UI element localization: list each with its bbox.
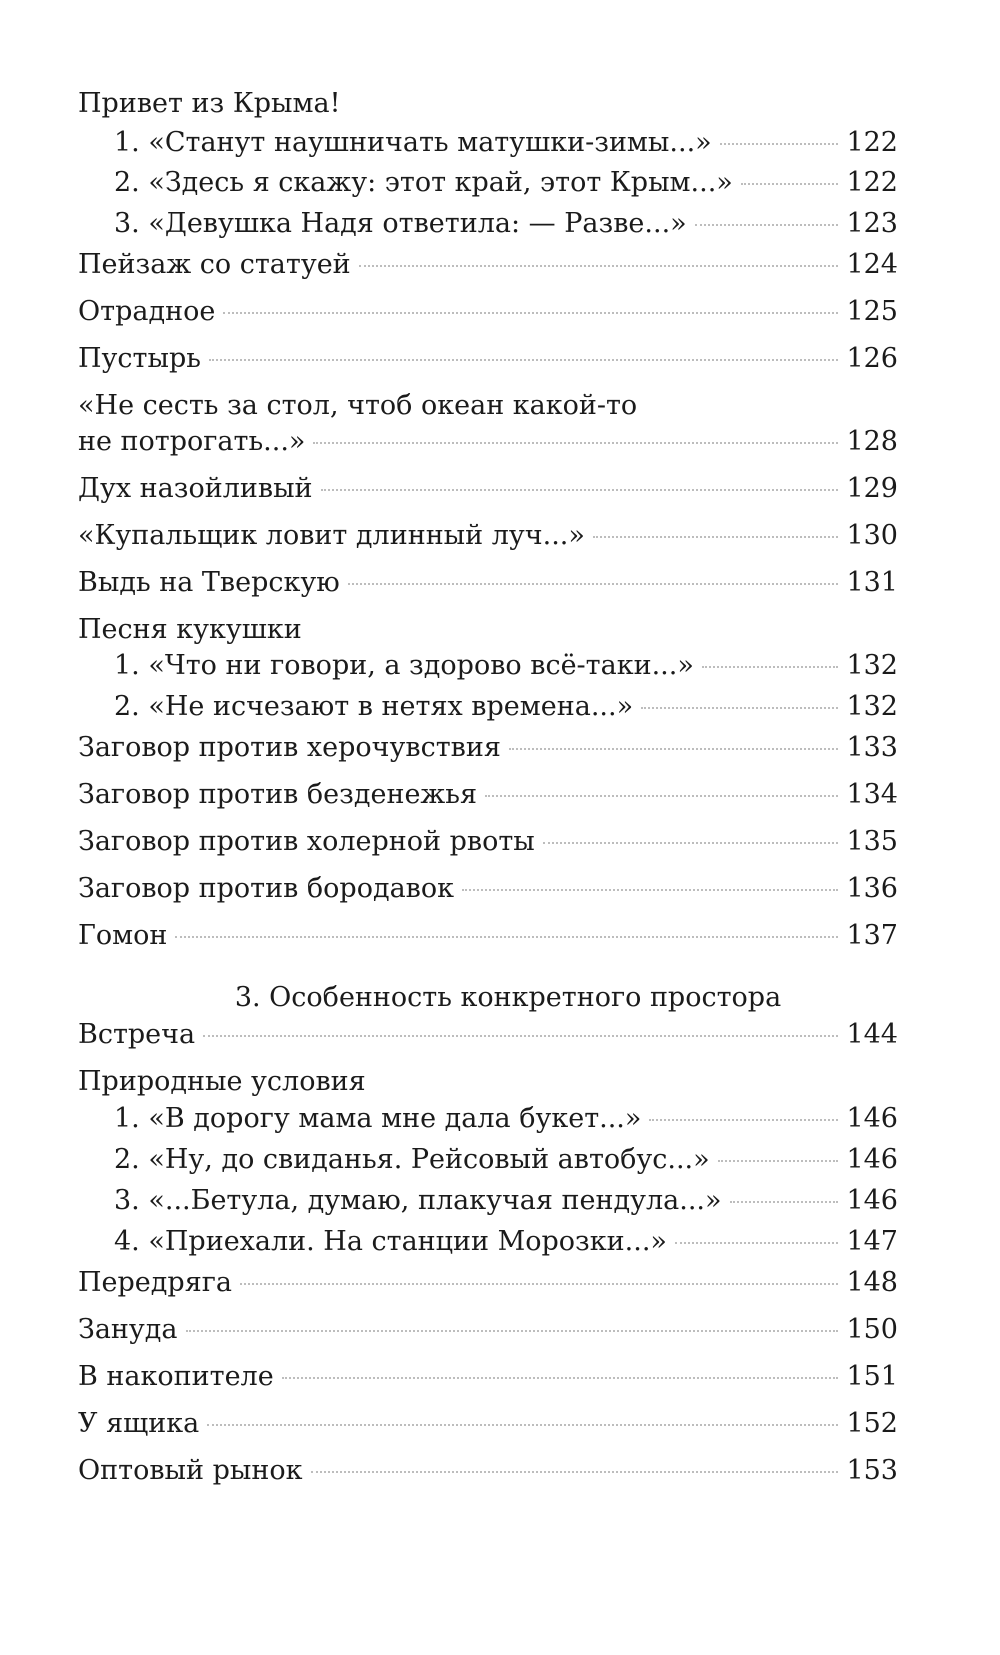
toc-page-number: 146 xyxy=(846,1144,898,1175)
toc-entry xyxy=(78,127,898,159)
toc-entry xyxy=(78,779,898,811)
section-heading: 3. Особенность конкретного простора xyxy=(234,982,782,1013)
toc-page-number: 122 xyxy=(846,127,898,158)
dot-leader xyxy=(321,489,838,491)
dot-leader xyxy=(730,1201,838,1203)
dot-leader xyxy=(543,842,838,844)
toc-page-number: 150 xyxy=(846,1314,898,1345)
toc-page-number: 129 xyxy=(846,473,898,504)
toc-entry xyxy=(78,873,898,905)
toc-entry xyxy=(78,208,898,240)
toc-entry xyxy=(78,343,898,375)
toc-page-number: 144 xyxy=(846,1019,898,1050)
dot-leader xyxy=(207,1424,838,1426)
dot-leader xyxy=(209,359,838,361)
toc-entry-title: 2. «Здесь я скажу: этот край, этот Крым...» xyxy=(114,167,733,198)
toc-entry-title: Передряга xyxy=(78,1267,232,1298)
toc-entry xyxy=(78,1267,898,1299)
dot-leader xyxy=(203,1035,838,1037)
toc-entry xyxy=(78,691,898,723)
toc-entry xyxy=(78,732,898,764)
dot-leader xyxy=(223,312,838,314)
toc-entry xyxy=(78,567,898,599)
toc-entry-title: В накопителе xyxy=(78,1361,274,1392)
toc-entry-title: Пейзаж со статуей xyxy=(78,249,351,280)
toc-page-number: 147 xyxy=(846,1226,898,1257)
toc-page-number: 152 xyxy=(846,1408,898,1439)
toc-entry-title: Заговор против херочувствия xyxy=(78,732,501,763)
toc-page-number: 137 xyxy=(846,920,898,951)
toc-entry-title: Отрадное xyxy=(78,296,216,327)
toc-page-number: 146 xyxy=(846,1185,898,1216)
toc-entry xyxy=(78,1019,898,1051)
dot-leader xyxy=(593,536,838,538)
toc-entry xyxy=(78,1103,898,1135)
toc-entry-title: Природные условия xyxy=(78,1066,366,1097)
dot-leader xyxy=(695,224,838,226)
toc-entry-title: 3. «...Бетула, думаю, плакучая пендула...» xyxy=(114,1185,722,1216)
toc-entry-title: 2. «Ну, до свиданья. Рейсовый автобус...» xyxy=(114,1144,710,1175)
toc-page-number: 123 xyxy=(846,208,898,239)
toc-entry-title: Песня кукушки xyxy=(78,614,302,645)
toc-entry-title: Выдь на Тверскую xyxy=(78,567,340,598)
toc-entry-title: Привет из Крыма! xyxy=(78,88,341,119)
toc-page-number: 151 xyxy=(846,1361,898,1392)
toc-page-number: 153 xyxy=(846,1455,898,1486)
toc-entry-title: не потрогать...» xyxy=(78,426,306,457)
dot-leader xyxy=(720,143,838,145)
toc-entry xyxy=(78,1361,898,1393)
toc-entry-title: 4. «Приехали. На станции Морозки...» xyxy=(114,1226,667,1257)
toc-entry xyxy=(78,1314,898,1346)
toc-entry-title: Дух назойливый xyxy=(78,473,313,504)
toc-entry-title: 1. «Станут наушничать матушки-зимы...» xyxy=(114,127,712,158)
toc-page-number: 148 xyxy=(846,1267,898,1298)
toc-entry-title: 2. «Не исчезают в нетях времена...» xyxy=(114,691,634,722)
toc-entry-title: Заговор против бородавок xyxy=(78,873,454,904)
toc-page-number: 132 xyxy=(846,650,898,681)
toc-entry xyxy=(78,1144,898,1176)
toc-entry-title: 1. «В дорогу мама мне дала букет...» xyxy=(114,1103,642,1134)
dot-leader xyxy=(675,1242,838,1244)
toc-entry xyxy=(78,1185,898,1217)
toc-entry-title: 1. «Что ни говори, а здорово всё-таки...» xyxy=(114,650,694,681)
toc-entry-title-line1: «Не сесть за стол, чтоб океан какой-то xyxy=(78,390,638,421)
toc-page-number: 133 xyxy=(846,732,898,763)
toc-entry xyxy=(78,296,898,328)
dot-leader xyxy=(186,1330,838,1332)
toc-page-number: 132 xyxy=(846,691,898,722)
toc-entry xyxy=(78,249,898,281)
toc-page-number: 125 xyxy=(846,296,898,327)
dot-leader xyxy=(509,748,838,750)
toc-entry-title: «Купальщик ловит длинный луч...» xyxy=(78,520,585,551)
toc-page-number: 146 xyxy=(846,1103,898,1134)
dot-leader xyxy=(702,666,838,668)
toc-page-number: 122 xyxy=(846,167,898,198)
toc-entry xyxy=(78,1455,898,1487)
dot-leader xyxy=(313,442,838,444)
dot-leader xyxy=(649,1119,838,1121)
toc-entry-title: 3. «Девушка Надя ответила: — Разве...» xyxy=(114,208,687,239)
toc-entry xyxy=(78,920,898,952)
toc-entry xyxy=(78,1408,898,1440)
toc-entry-title: Оптовый рынок xyxy=(78,1455,303,1486)
toc-group-heading xyxy=(78,614,898,646)
dot-leader xyxy=(175,936,838,938)
toc-entry xyxy=(78,650,898,682)
dot-leader xyxy=(359,265,838,267)
toc-group-heading xyxy=(78,88,898,120)
dot-leader xyxy=(462,889,838,891)
dot-leader xyxy=(741,183,838,185)
toc-page-number: 126 xyxy=(846,343,898,374)
toc-entry-title: Зануда xyxy=(78,1314,178,1345)
toc-entry-title: У ящика xyxy=(78,1408,200,1439)
toc-entry-multiline xyxy=(78,390,898,458)
toc-entry-title: Заговор против холерной рвоты xyxy=(78,826,535,857)
toc-entry-title: Заговор против безденежья xyxy=(78,779,478,810)
toc-group-heading xyxy=(78,1066,898,1098)
toc-page-number: 136 xyxy=(846,873,898,904)
dot-leader xyxy=(240,1283,838,1285)
toc-entry xyxy=(78,1226,898,1258)
toc-page-number: 134 xyxy=(846,779,898,810)
toc-entry xyxy=(78,520,898,552)
dot-leader xyxy=(641,707,838,709)
toc-entry xyxy=(78,167,898,199)
toc-entry xyxy=(78,826,898,858)
dot-leader xyxy=(311,1471,839,1473)
dot-leader xyxy=(348,583,838,585)
toc-entry xyxy=(78,473,898,505)
dot-leader xyxy=(718,1160,838,1162)
toc-page-number: 124 xyxy=(846,249,898,280)
toc-page-number: 135 xyxy=(846,826,898,857)
table-of-contents xyxy=(78,0,898,1655)
toc-page-number: 130 xyxy=(846,520,898,551)
dot-leader xyxy=(282,1377,838,1379)
toc-page-number: 131 xyxy=(846,567,898,598)
toc-entry-title: Гомон xyxy=(78,920,168,951)
toc-entry-title: Встреча xyxy=(78,1019,196,1050)
dot-leader xyxy=(485,795,838,797)
toc-page-number: 128 xyxy=(846,426,898,457)
toc-entry-title: Пустырь xyxy=(78,343,201,374)
